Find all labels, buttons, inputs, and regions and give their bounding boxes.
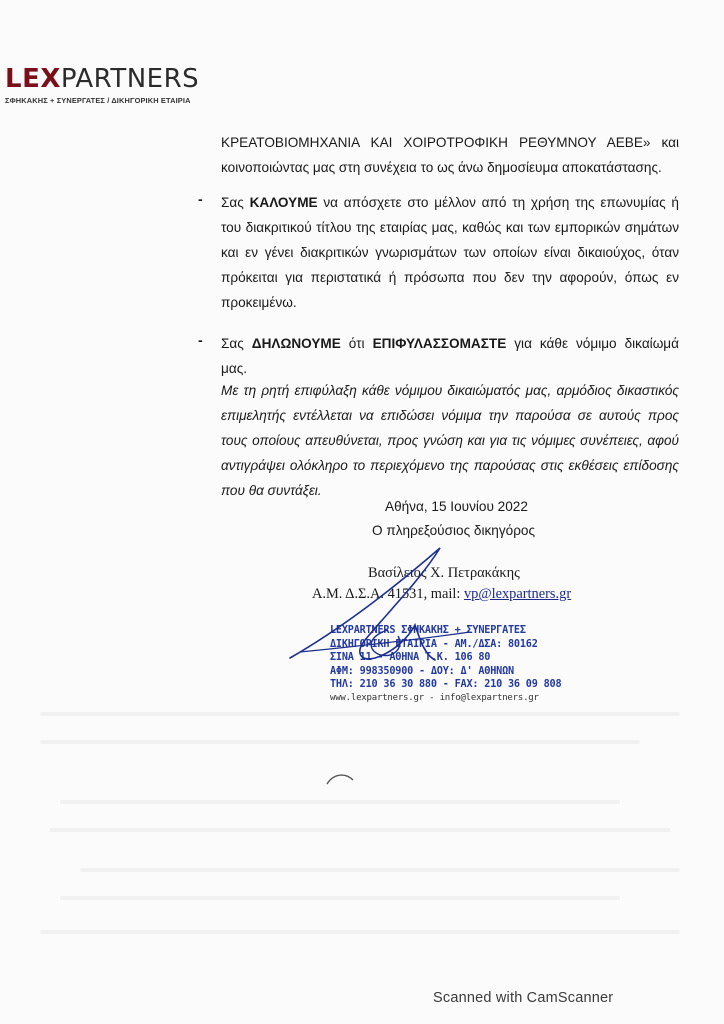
logo-subtitle: ΣΦΗΚΑΚΗΣ + ΣΥΝΕΡΓΑΤΕΣ / ΔΙΚΗΓΟΡΙΚΗ ΕΤΑΙΡΙΑ [5,96,191,105]
logo-lex: LEX [5,64,61,94]
emphasis-dilonoume: ΔΗΛΩΝΟΥΜΕ [251,336,341,351]
bleed-through-line [60,896,620,900]
paragraph-call-to-abstain: Σας ΚΑΛΟΥΜΕ να απόσχετε στο μέλλον από τη χρήση της επωνυμίας ή του διακριτικού τίτλου της εταιρίας μας, καθώς και των εμπορικών σημάτων και εν γένει διακριτικών γνωρισμάτων των οποίων είναι δικαιούχος, όταν πρόκειται για περιστατικά ή πρόσωπα που δεν την αφορούν, όπως εν προκειμένω. [221,195,679,310]
stamp-line: ΣΙΝΑ 11 - ΑΘΗΝΑ Τ.Κ. 106 80 [330,652,491,663]
stamp-line: www.lexpartners.gr - info@lexpartners.gr [330,692,539,703]
paragraph-line: κοινοποιώντας μας στη συνέχεια το ως άνω δημοσίευμα αποκατάστασης. [221,160,662,175]
company-logo [5,64,200,105]
signer-role: Ο πληρεξούσιος δικηγόρος [372,523,536,538]
signer-name: Βασίλειος Χ. Πετρακάκης [368,565,520,581]
bleed-through-line [40,740,640,744]
bullet-dash: - [198,332,203,348]
stray-mark [325,772,355,786]
emphasis-epifylassomaste: ΕΠΙΦΥΛΑΣΣΟΜΑΣΤΕ [372,336,507,351]
bleed-through-line [50,828,670,832]
emphasis-kaloume: ΚΑΛΟΥΜΕ [249,195,318,210]
handwritten-signature [270,540,510,680]
signer-registration: Α.Μ. Δ.Σ.Α. 41531, mail: vp@lexpartners.gr [312,586,572,602]
bleed-through-line [40,930,680,934]
stamp-line: ΔΙΚΗΓΟΡΙΚΗ ΕΤΑΙΡΙΑ - ΑΜ./ΔΣΑ: 80162 [330,638,538,650]
stamp-line: ΤΗΛ: 210 36 30 880 - FAX: 210 36 09 808 [330,679,562,690]
signer-email-link[interactable]: vp@lexpartners.gr [463,586,572,602]
bleed-through-line [40,712,680,716]
bleed-through-line [80,868,680,872]
paragraph-reservation: Σας ΔΗΛΩΝΟΥΜΕ ότι ΕΠΙΦΥΛΑΣΣΟΜΑΣΤΕ για κάθε νόμιμο δικαίωμά μας. [221,336,679,376]
bleed-through-line [60,800,620,804]
stamp-line: ΑΦΜ: 998350900 - ΔΟΥ: Δ' ΑΘΗΝΩΝ [330,665,514,677]
logo-partners: PARTNERS [60,64,200,94]
document-date: Αθήνα, 15 Ιουνίου 2022 [385,499,528,514]
scanner-watermark: Scanned with CamScanner [433,990,614,1006]
bullet-dash: - [198,191,203,207]
stamp-line: LEXPARTNERS ΣΦΗΚΑΚΗΣ + ΣΥΝΕΡΓΑΤΕΣ [330,625,526,636]
paragraph-intro [221,130,679,180]
paragraph-line: ΚΡΕΑΤΟΒΙΟΜΗΧΑΝΙΑ ΚΑΙ ΧΟΙΡΟΤΡΟΦΙΚΗ ΡΕΘΥΜΝΟΥ ΑΕΒΕ» και [221,135,679,150]
paragraph-bailiff-instruction: Με τη ρητή επιφύλαξη κάθε νόμιμου δικαιώματός μας, αρμόδιος δικαστικός επιμελητής εντέλλεται να επιδώσει νόμιμα την παρούσα σε αυτούς προς τους οποίους απευθύνεται, προς γνώση και για τις νόμιμες συνέπειες, αφού αντιγράψει ολόκληρο το περιεχόμενο της παρούσας στις εκθέσεις επίδοσης που θα συντάξει. [221,383,679,498]
